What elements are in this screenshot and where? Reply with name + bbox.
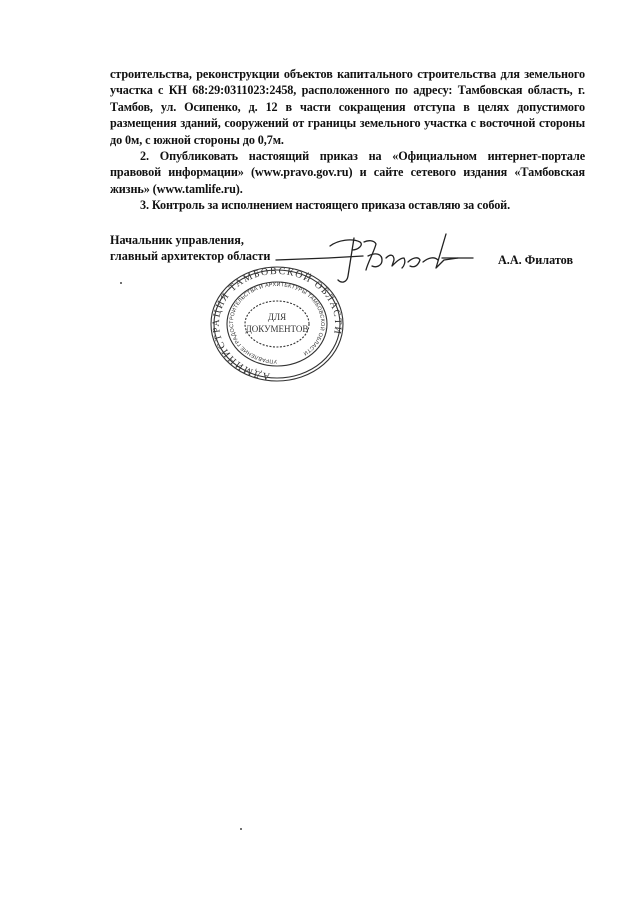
stamp-center-line2: ДОКУМЕНТОВ <box>245 324 309 334</box>
signer-position-line2: главный архитектор области <box>110 249 271 264</box>
official-stamp <box>202 262 352 382</box>
list-item-3: 3. Контроль за исполнением настоящего приказа оставляю за собой. <box>140 198 511 213</box>
signer-name: А.А. Филатов <box>498 253 574 267</box>
paragraph-continuation: строительства, реконструкции объектов капитального строительства для земельного участка с КН 68:29:0311023:2458, расположенного по адресу: Тамбовская область, г. Тамбов, ул. Осипенко, д. 12 в части сокращения отступа в целях допустимого размещения зданий, сооружений от границы земельного участка с восточной стороны до 0м, с южной стороны до 0,7м. <box>110 67 585 147</box>
signer-position-line1: Начальник управления, <box>110 233 244 247</box>
scan-speck <box>120 282 122 284</box>
document-body <box>110 66 585 214</box>
stamp-center-line1: ДЛЯ <box>267 312 287 322</box>
svg-text:АДМИНИСТРАЦИЯ ТАМБОВСКОЙ ОБЛАС: АДМИНИСТРАЦИЯ ТАМБОВСКОЙ ОБЛАСТИ <box>210 265 344 382</box>
svg-text:УПРАВЛЕНИЕ ГРАДОСТРОИТЕЛЬСТВА: УПРАВЛЕНИЕ ГРАДОСТРОИТЕЛЬСТВА И АРХИТЕКТУРЫ ТАМБОВСКОЙ ОБЛАСТИ <box>229 281 326 365</box>
signer-position <box>110 232 270 265</box>
list-item-2: 2. Опубликовать настоящий приказ на «Официальном интернет-портале правовой информации» (www.pravo.gov.ru) и сайте сетевого издания «Тамбовская жизнь» (www.tamlife.ru). <box>110 149 585 196</box>
scan-speck <box>240 828 242 830</box>
